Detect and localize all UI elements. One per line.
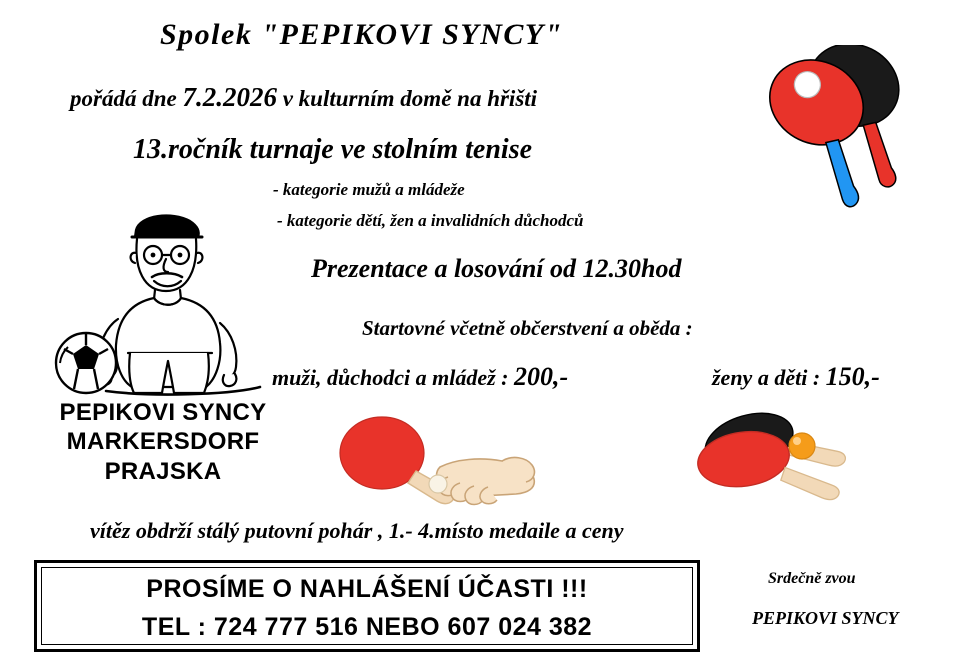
table-tennis-paddles-ball-icon [672,400,872,520]
hand-holding-paddle-icon [320,405,555,525]
tournament-line: 13.ročník turnaje ve stolním tenise [133,134,533,165]
event-date: 7.2.2026 [182,82,277,112]
category-item-1: - kategorie mužů a mládeže [273,180,465,199]
callout-line-2: TEL : 724 777 516 NEBO 607 024 382 [141,613,593,641]
fee-amount-women: 150,- [825,362,880,391]
signature-line-2: PEPIKOVI SYNCY [752,608,899,628]
entry-fee-heading: Startovné včetně občerstvení a oběda : [362,316,693,340]
logo-line-1: PEPIKOVI SYNCY [59,399,267,426]
fee-row-men [272,362,568,392]
category-item-2: - kategorie dětí, žen a invalidních důchodců [277,211,584,230]
logo-line-2: MARKERSDORF [66,428,260,456]
date-suffix: v kulturním domě na hřišti [282,86,538,111]
fee-label-men: muži, důchodci a mládež : [272,365,509,390]
event-date-line [70,82,537,113]
page-title: Spolek "PEPIKOVI SYNCY" [160,18,563,51]
contact-callout-box [34,560,700,652]
club-logo-text [48,398,278,486]
callout-line-1: PROSÍME O NAHLÁŠENÍ ÚČASTI !!! [146,575,588,603]
presentation-line: Prezentace a losování od 12.30hod [311,254,682,283]
fee-amount-men: 200,- [514,362,569,391]
cartoon-man-with-football-icon [40,195,275,400]
table-tennis-paddles-icon [735,45,945,220]
fee-row-women [712,362,880,392]
signature-line-1: Srdečně zvou [768,570,856,587]
logo-line-3: PRAJSKA [104,457,222,485]
winner-prizes-line: vítěz obdrží stálý putovní pohár , 1.- 4.místo medaile a ceny [90,518,624,543]
date-prefix: pořádá dne [70,86,177,111]
fee-label-women: ženy a děti : [712,365,821,390]
